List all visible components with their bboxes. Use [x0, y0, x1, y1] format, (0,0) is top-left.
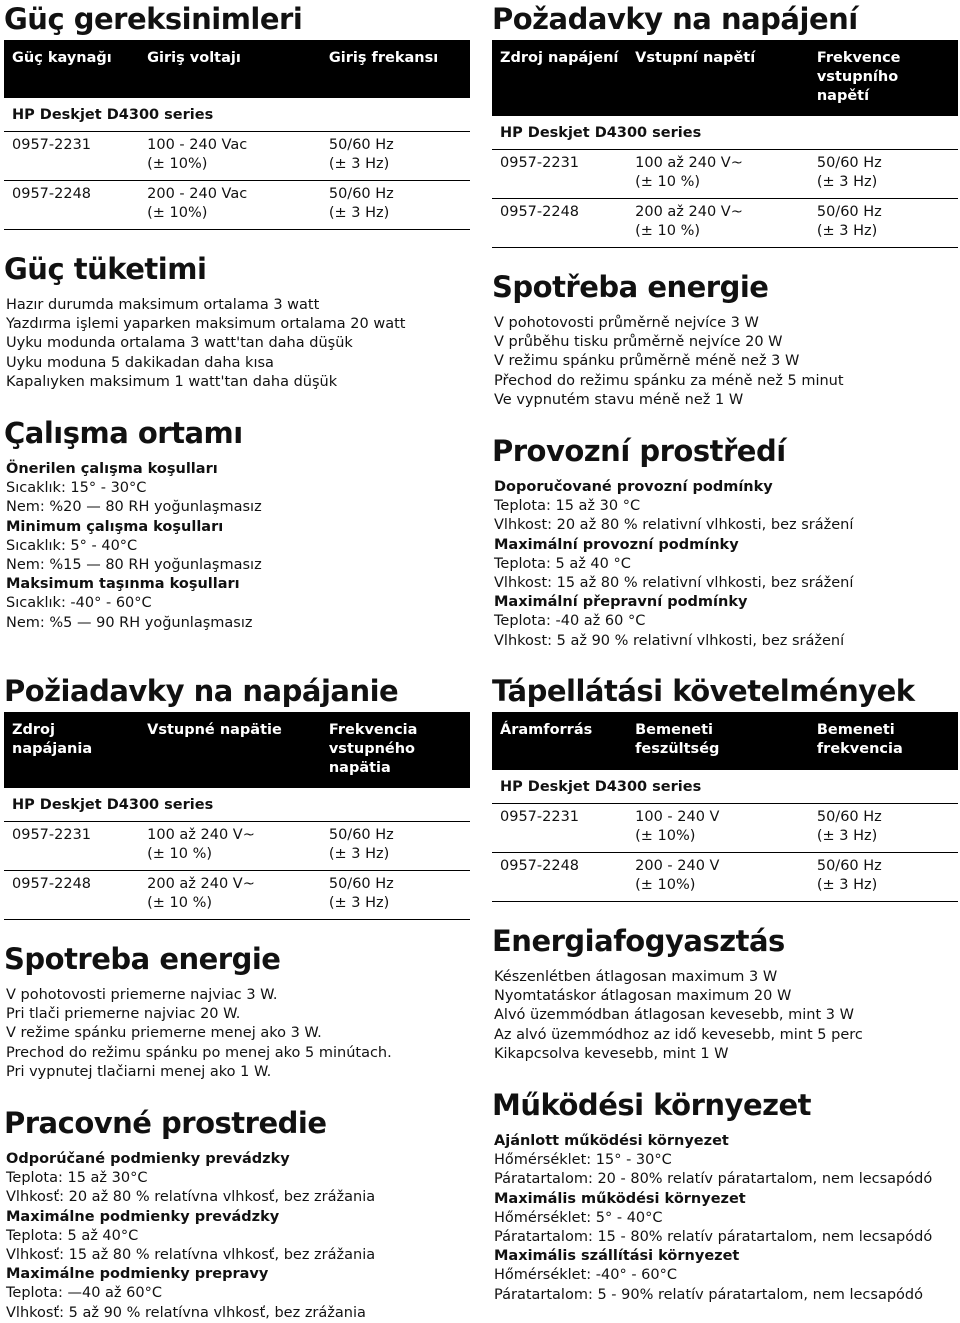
model-name: HP Deskjet D4300 series	[4, 98, 470, 132]
table-row	[492, 804, 958, 853]
environment-line: Hőmérséklet: 15° - 30°C	[494, 1152, 672, 1169]
operating-environment-list	[492, 478, 958, 651]
column-header: Bemeneti feszültség	[627, 712, 809, 770]
consumption-line: Kikapcsolva kevesebb, mint 1 W	[494, 1045, 729, 1062]
table-cell: 0957-2248	[4, 181, 139, 230]
environment-line: Teplota: 5 až 40°C	[6, 1227, 139, 1244]
table-cell: 100 - 240 V (± 10%)	[627, 804, 809, 853]
operating-environment-list	[492, 1132, 958, 1305]
table-cell: 200 až 240 V~ (± 10 %)	[627, 199, 809, 248]
consumption-line: Hazır durumda maksimum ortalama 3 watt	[6, 297, 320, 313]
table-row	[492, 199, 958, 248]
table-cell: 0957-2231	[4, 132, 139, 181]
quadrant-slovak	[4, 674, 470, 1323]
model-name: HP Deskjet D4300 series	[4, 788, 470, 822]
consumption-line: Yazdırma işlemi yaparken maksimum ortalama 20 watt	[6, 316, 406, 333]
column-header: Vstupní napětí	[627, 40, 809, 116]
model-row	[492, 116, 958, 150]
table-cell: 100 až 240 V~ (± 10 %)	[627, 150, 809, 199]
environment-line: Teplota: 15 až 30 °C	[494, 498, 641, 515]
environment-line: Páratartalom: 5 - 90% relatív páratartalom, nem lecsapódó	[494, 1286, 923, 1303]
power-requirements-title: Požiadavky na napájanie	[4, 674, 399, 708]
table-header-row	[4, 712, 470, 788]
environment-heading: Maximális szállítási környezet	[494, 1248, 740, 1265]
table-row	[492, 150, 958, 199]
environment-line: Sıcaklık: 5° - 40°C	[6, 537, 138, 554]
power-spec-table	[492, 712, 958, 902]
environment-line: Nem: %15 — 80 RH yoğunlaşmasız	[6, 557, 262, 574]
environment-heading: Maximální přepravní podmínky	[494, 594, 748, 611]
power-consumption-title: Güç tüketimi	[4, 252, 207, 286]
power-spec-table	[492, 40, 958, 248]
consumption-line: Prechod do režimu spánku po menej ako 5 minútach.	[6, 1044, 392, 1061]
table-row	[4, 822, 470, 871]
environment-line: Vlhkosť: 20 až 80 % relatívna vlhkosť, bez zrážania	[6, 1189, 376, 1206]
power-spec-table	[4, 712, 470, 920]
model-name: HP Deskjet D4300 series	[492, 116, 958, 150]
consumption-line: V režimu spánku průměrně méně než 3 W	[494, 353, 800, 370]
table-cell: 200 - 240 V (± 10%)	[627, 853, 809, 902]
table-cell: 0957-2231	[492, 150, 627, 199]
consumption-line: Alvó üzemmódban átlagosan kevesebb, mint 3 W	[494, 1007, 854, 1024]
environment-line: Vlhkost: 20 až 80 % relativní vlhkosti, bez srážení	[494, 517, 854, 534]
power-consumption-list	[492, 314, 958, 410]
column-header: Frekvence vstupního napětí	[809, 40, 958, 116]
environment-line: Teplota: 5 až 40 °C	[494, 555, 631, 572]
environment-heading: Maximální provozní podmínky	[494, 536, 739, 553]
table-row	[4, 871, 470, 920]
column-header: Güç kaynağı	[4, 40, 139, 98]
power-consumption-title: Spotreba energie	[4, 942, 281, 976]
environment-heading: Maximálne podmienky prepravy	[6, 1266, 269, 1283]
power-consumption-list	[4, 986, 470, 1082]
power-consumption-title: Energiafogyasztás	[492, 924, 785, 958]
environment-heading: Önerilen çalışma koşulları	[6, 461, 218, 478]
table-cell: 0957-2248	[492, 853, 627, 902]
quadrant-turkish	[4, 2, 470, 633]
power-consumption-list	[492, 968, 958, 1064]
environment-line: Nem: %5 — 90 RH yoğunlaşmasız	[6, 614, 253, 631]
environment-line: Hőmérséklet: -40° - 60°C	[494, 1267, 677, 1284]
environment-line: Vlhkost: 15 až 80 % relativní vlhkosti, bez srážení	[494, 575, 854, 592]
environment-heading: Minimum çalışma koşulları	[6, 518, 224, 535]
consumption-line: Pri vypnutej tlačiarni menej ako 1 W.	[6, 1063, 272, 1080]
table-header-row	[492, 40, 958, 116]
table-cell: 50/60 Hz (± 3 Hz)	[321, 871, 470, 920]
environment-line: Teplota: 15 až 30°C	[6, 1170, 148, 1187]
power-requirements-title: Tápellátási követelmények	[492, 674, 915, 708]
column-header: Giriş frekansı	[321, 40, 470, 98]
table-cell: 50/60 Hz (± 3 Hz)	[321, 822, 470, 871]
quadrant-hungarian	[492, 674, 958, 1305]
column-header: Frekvencia vstupného napätia	[321, 712, 470, 788]
environment-heading: Maximálne podmienky prevádzky	[6, 1208, 280, 1225]
consumption-line: Přechod do režimu spánku za méně než 5 minut	[494, 372, 844, 389]
column-header: Vstupné napätie	[139, 712, 321, 788]
environment-line: Páratartalom: 20 - 80% relatív páratartalom, nem lecsapódó	[494, 1171, 933, 1188]
table-cell: 200 až 240 V~ (± 10 %)	[139, 871, 321, 920]
column-header: Áramforrás	[492, 712, 627, 770]
consumption-line: Pri tlači priemerne najviac 20 W.	[6, 1006, 241, 1023]
table-cell: 50/60 Hz (± 3 Hz)	[321, 181, 470, 230]
environment-heading: Odporúčané podmienky prevádzky	[6, 1151, 290, 1168]
environment-heading: Maksimum taşınma koşulları	[6, 576, 240, 593]
power-consumption-title: Spotřeba energie	[492, 270, 769, 304]
environment-line: Teplota: -40 až 60 °C	[494, 613, 646, 630]
operating-environment-title: Çalışma ortamı	[4, 416, 243, 451]
table-cell: 100 až 240 V~ (± 10 %)	[139, 822, 321, 871]
consumption-line: Nyomtatáskor átlagosan maximum 20 W	[494, 988, 792, 1005]
table-row	[492, 853, 958, 902]
consumption-line: Uyku moduna 5 dakikadan daha kısa	[6, 354, 274, 371]
model-row	[4, 788, 470, 822]
consumption-line: V průběhu tisku průměrně nejvíce 20 W	[494, 334, 783, 351]
table-cell: 0957-2248	[492, 199, 627, 248]
operating-environment-list	[4, 1150, 470, 1323]
table-cell: 0957-2248	[4, 871, 139, 920]
column-header: Zdroj napájení	[492, 40, 627, 116]
environment-line: Páratartalom: 15 - 80% relatív páratartalom, nem lecsapódó	[494, 1229, 933, 1246]
table-cell: 0957-2231	[4, 822, 139, 871]
consumption-line: V pohotovosti průměrně nejvíce 3 W	[494, 315, 759, 331]
table-cell: 50/60 Hz (± 3 Hz)	[809, 853, 958, 902]
model-row	[492, 770, 958, 804]
table-cell: 200 - 240 Vac (± 10%)	[139, 181, 321, 230]
environment-line: Teplota: —40 až 60°C	[6, 1285, 162, 1302]
model-row	[4, 98, 470, 132]
power-consumption-list	[4, 296, 470, 392]
environment-line: Hőmérséklet: 5° - 40°C	[494, 1209, 663, 1226]
environment-line: Vlhkosť: 5 až 90 % relatívna vlhkosť, bez zrážania	[6, 1304, 366, 1321]
environment-heading: Ajánlott működési környezet	[494, 1133, 729, 1150]
environment-line: Vlhkosť: 15 až 80 % relatívna vlhkosť, bez zrážania	[6, 1247, 376, 1264]
environment-line: Sıcaklık: -40° - 60°C	[6, 595, 152, 612]
table-cell: 50/60 Hz (± 3 Hz)	[809, 804, 958, 853]
environment-line: Nem: %20 — 80 RH yoğunlaşmasız	[6, 499, 262, 516]
environment-heading: Doporučované provozní podmínky	[494, 479, 773, 496]
environment-line: Sıcaklık: 15° - 30°C	[6, 480, 147, 497]
consumption-line: Uyku modunda ortalama 3 watt'tan daha düşük	[6, 335, 353, 352]
column-header: Giriş voltajı	[139, 40, 321, 98]
table-cell: 50/60 Hz (± 3 Hz)	[809, 150, 958, 199]
consumption-line: Az alvó üzemmódhoz az idő kevesebb, mint 5 perc	[494, 1026, 863, 1043]
power-requirements-title: Požadavky na napájení	[492, 2, 858, 36]
quadrant-czech	[492, 2, 958, 651]
table-row	[4, 132, 470, 181]
power-requirements-title: Güç gereksinimleri	[4, 2, 303, 36]
table-row	[4, 181, 470, 230]
environment-line: Vlhkost: 5 až 90 % relativní vlhkosti, bez srážení	[494, 632, 845, 649]
table-header-row	[4, 40, 470, 98]
operating-environment-title: Működési környezet	[492, 1088, 812, 1123]
table-cell: 50/60 Hz (± 3 Hz)	[809, 199, 958, 248]
operating-environment-title: Provozní prostředí	[492, 434, 786, 469]
table-cell: 0957-2231	[492, 804, 627, 853]
table-cell: 50/60 Hz (± 3 Hz)	[321, 132, 470, 181]
environment-heading: Maximális működési környezet	[494, 1190, 746, 1207]
model-name: HP Deskjet D4300 series	[492, 770, 958, 804]
consumption-line: V pohotovosti priemerne najviac 3 W.	[6, 987, 278, 1003]
table-header-row	[492, 712, 958, 770]
table-cell: 100 - 240 Vac (± 10%)	[139, 132, 321, 181]
operating-environment-title: Pracovné prostredie	[4, 1106, 327, 1141]
operating-environment-list	[4, 460, 470, 633]
power-spec-table	[4, 40, 470, 230]
consumption-line: Ve vypnutém stavu méně než 1 W	[494, 391, 744, 408]
consumption-line: Készenlétben átlagosan maximum 3 W	[494, 969, 778, 985]
column-header: Zdroj napájania	[4, 712, 139, 788]
consumption-line: V režime spánku priemerne menej ako 3 W.	[6, 1025, 322, 1042]
column-header: Bemeneti frekvencia	[809, 712, 958, 770]
consumption-line: Kapalıyken maksimum 1 watt'tan daha düşük	[6, 373, 338, 390]
